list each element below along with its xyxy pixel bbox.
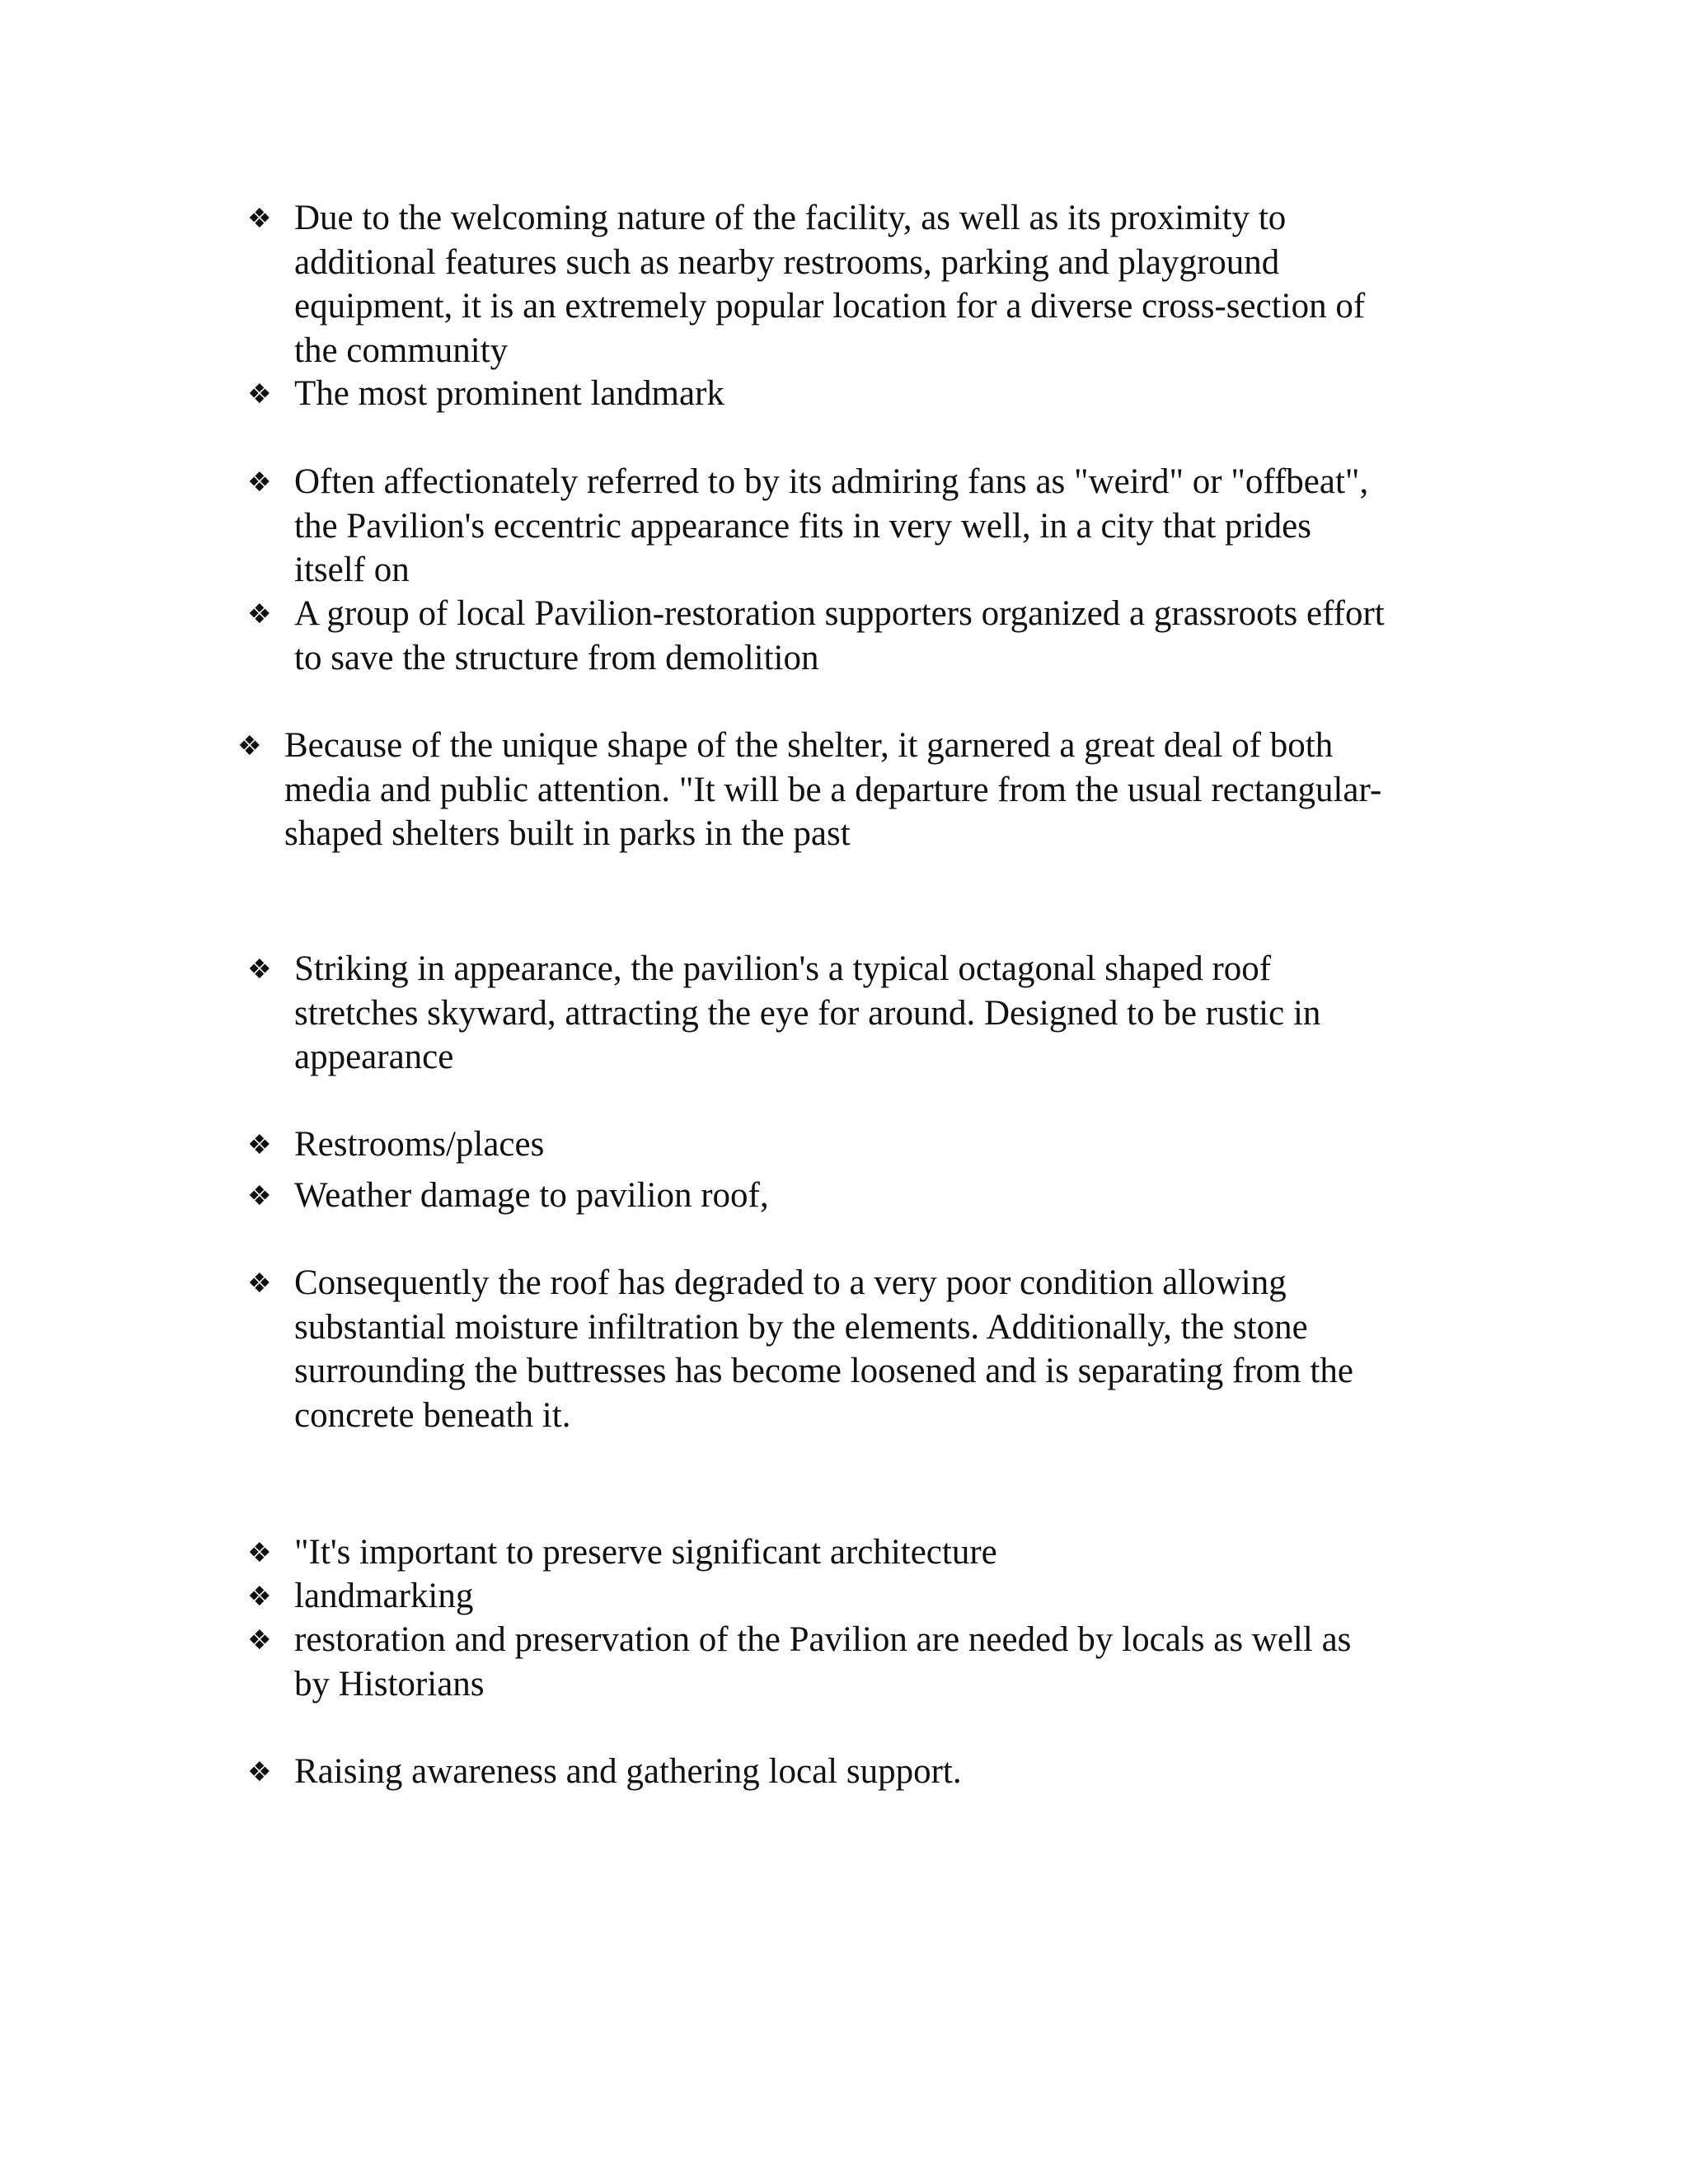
bullet-item [247,1750,1500,1794]
diamond-bullet-icon: ❖ [247,1128,272,1160]
bullet-text: The most prominent landmark [294,374,724,413]
diamond-bullet-icon: ❖ [247,202,272,234]
bullet-item [237,724,1490,856]
bullet-item [247,1618,1500,1706]
bullet-text: Often affectionately referred to by its admiring fans as "weird" or "offbeat", the Pavilion's eccentric appearance fits in very well, in a city that prides itself on [294,462,1369,589]
diamond-bullet-icon: ❖ [247,1624,272,1656]
diamond-bullet-icon: ❖ [247,953,272,985]
diamond-bullet-icon: ❖ [237,729,262,762]
bullet-item [247,460,1500,593]
diamond-bullet-icon: ❖ [247,1267,272,1299]
bullet-item [247,1530,1500,1575]
diamond-bullet-icon: ❖ [247,598,272,630]
diamond-bullet-icon: ❖ [247,466,272,498]
bullet-text: landmarking [294,1577,474,1615]
bullet-text: Restrooms/places [294,1125,545,1164]
bullet-text: Striking in appearance, the pavilion's a typical octagonal shaped roof stretches skyward, attracting the eye for around. Designed to be rustic in appearance [294,949,1321,1076]
bullet-item [247,372,1500,416]
diamond-bullet-icon: ❖ [247,1179,272,1212]
bullet-text: Because of the unique shape of the shelter, it garnered a great deal of both media and public attention. "It will be a departure from the usual rectangular- shaped shelters built in parks in the past [284,726,1382,853]
bullet-text: Due to the welcoming nature of the facility, as well as its proximity to additional features such as nearby restrooms, parking and playground equipment, it is an extremely popular location for a diverse cross-section of the community [294,199,1366,370]
bullet-item [247,947,1500,1080]
bullet-text: Consequently the roof has degraded to a very poor condition allowing substantial moisture infiltration by the elements. Additionally, the stone surrounding the buttresses has become loosened and is separating from the concrete beneath it. [294,1263,1353,1435]
bullet-text: Raising awareness and gathering local support. [294,1752,962,1791]
bullet-item [247,1122,1500,1167]
bullet-item [247,1261,1500,1437]
bullet-text: restoration and preservation of the Pavilion are needed by locals as well as by Historians [294,1620,1352,1704]
bullet-text: Weather damage to pavilion roof, [294,1176,769,1215]
diamond-bullet-icon: ❖ [247,1755,272,1788]
bullet-item [247,592,1500,680]
diamond-bullet-icon: ❖ [247,377,272,410]
diamond-bullet-icon: ❖ [247,1580,272,1612]
bullet-text: A group of local Pavilion-restoration supporters organized a grassroots effort to save the structure from demolition [294,594,1385,677]
bullet-item [247,1174,1500,1218]
diamond-bullet-icon: ❖ [247,1536,272,1568]
bullet-item [247,196,1500,373]
bullet-item [247,1574,1500,1619]
bullet-text: "It's important to preserve significant architecture [294,1533,997,1572]
